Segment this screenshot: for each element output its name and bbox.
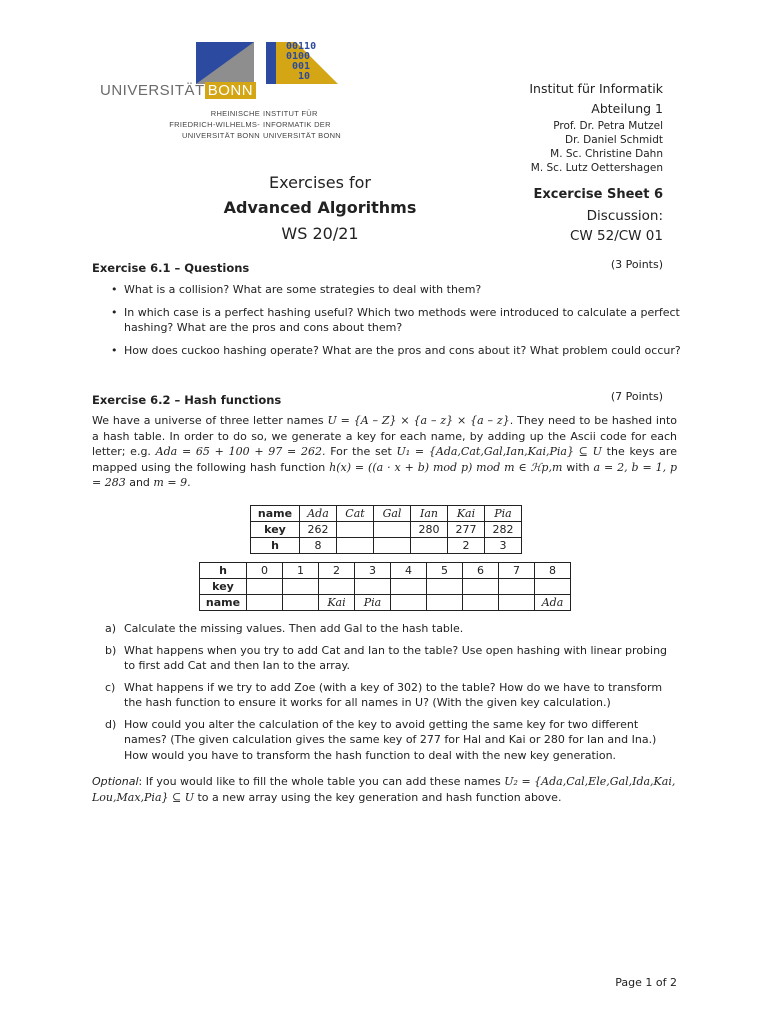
table-row	[251, 522, 522, 538]
table-cell	[499, 595, 535, 611]
table-cell: 7	[499, 563, 535, 579]
title-line3: WS 20/21	[281, 224, 359, 243]
table-row	[251, 538, 522, 554]
discussion-label: Discussion:	[586, 208, 663, 224]
table-header: name	[251, 506, 300, 522]
table-cell	[391, 579, 427, 595]
table-cell: 3	[355, 563, 391, 579]
table-cell	[247, 595, 283, 611]
table-cell	[283, 595, 319, 611]
table-cell: Ada	[535, 595, 571, 611]
table-cell: 2	[448, 538, 485, 554]
table-header: name	[200, 595, 247, 611]
list-item: • In which case is a perfect hashing useful? Which two methods were introduced to calculate a perfect hashing? What are the pros and cons about them?	[107, 305, 682, 336]
exercise-1-questions	[107, 282, 682, 365]
table-cell	[427, 595, 463, 611]
table-cell	[337, 538, 374, 554]
table-cell: 5	[427, 563, 463, 579]
table-row	[200, 579, 571, 595]
table-header: key	[200, 579, 247, 595]
exercise-1-title: Exercise 6.1 – Questions	[92, 261, 250, 275]
university-wordmark: UNIVERSITÄT BONN	[100, 82, 256, 99]
staff-member: Prof. Dr. Petra Mutzel	[553, 120, 663, 132]
table-header: key	[251, 522, 300, 538]
exercise-1-points: (3 Points)	[610, 258, 663, 271]
table-cell	[535, 579, 571, 595]
list-item: c) What happens if we try to add Zoe (with a key of 302) to the table? How do we have to transform the hash function to ensure it works for all names in U? (With the given key calculation.)	[105, 680, 663, 709]
staff-list	[430, 119, 663, 175]
table-row	[200, 563, 571, 579]
staff-member: M. Sc. Christine Dahn	[550, 148, 663, 160]
list-item: a) Calculate the missing values. Then add Gal to the hash table.	[105, 622, 464, 635]
exercise-1-header	[92, 257, 663, 276]
table-cell	[247, 579, 283, 595]
department-name: Abteilung 1	[591, 101, 663, 116]
list-item: d) How could you alter the calculation of the key to avoid getting the same key for two different names? (The given calculation gives the same key of 277 for Hal and Kai or 280 for Ian and Ina.) How would you have to transform the hash function to deal with the new key generation.	[105, 717, 657, 762]
institute-block	[430, 79, 663, 175]
discussion-value: CW 52/CW 01	[569, 228, 663, 244]
table-cell: 6	[463, 563, 499, 579]
exercise-2-title: Exercise 6.2 – Hash functions	[92, 393, 282, 407]
table-row	[251, 506, 522, 522]
table-cell: Pia	[355, 595, 391, 611]
table-cell	[463, 595, 499, 611]
table-cell	[374, 522, 411, 538]
table-cell: Ian	[411, 506, 448, 522]
table-cell: Gal	[374, 506, 411, 522]
table-cell	[391, 595, 427, 611]
table-cell: 277	[448, 522, 485, 538]
table-cell: 3	[485, 538, 522, 554]
table-cell: 1	[283, 563, 319, 579]
table-cell: 262	[300, 522, 337, 538]
table-cell	[337, 522, 374, 538]
table-cell: Cat	[337, 506, 374, 522]
hash-table	[199, 562, 571, 611]
table-header: h	[200, 563, 247, 579]
table-row	[200, 595, 571, 611]
table-cell: 4	[391, 563, 427, 579]
list-item: • How does cuckoo hashing operate? What are the pros and cons about it? What problem could occur?	[107, 343, 682, 359]
table-cell	[463, 579, 499, 595]
table-cell	[283, 579, 319, 595]
table-cell	[427, 579, 463, 595]
table-cell: 280	[411, 522, 448, 538]
staff-member: Dr. Daniel Schmidt	[565, 134, 663, 146]
staff-member: M. Sc. Lutz Oettershagen	[530, 162, 663, 174]
table-cell: 8	[300, 538, 337, 554]
exercise-2-points: (7 Points)	[610, 390, 663, 403]
table-header: h	[251, 538, 300, 554]
table-cell: Kai	[319, 595, 355, 611]
list-item: b) What happens when you try to add Cat and Ian to the table? Use open hashing with linear probing to first add Cat and then Ian to the array.	[105, 643, 668, 672]
institute-name: Institut für Informatik	[529, 81, 663, 96]
logo-binary: 00110 0100 001 10	[286, 41, 317, 82]
table-cell: Kai	[448, 506, 485, 522]
university-logo	[100, 42, 350, 142]
exercise-2-tasks	[92, 621, 677, 769]
exercise-2-header	[92, 389, 663, 408]
name-key-table	[250, 505, 522, 554]
table-cell	[411, 538, 448, 554]
optional-task: Optional: If you would like to fill the whole table you can add these names U₂ = {Ada,Cal,Ele,Gal,Ida,Kai, Lou,Max,Pia} ⊆ U to a new array using the key generation and hash function above.	[92, 775, 676, 804]
title-line2: Advanced Algorithms	[223, 198, 417, 217]
faculty-right: INSTITUT FÜR INFORMATIK DER UNIVERSITÄT BONN	[263, 109, 342, 140]
table-cell: 0	[247, 563, 283, 579]
table-cell	[374, 538, 411, 554]
table-cell: Ada	[300, 506, 337, 522]
table-cell: 8	[535, 563, 571, 579]
title-line1: Exercises for	[269, 173, 371, 192]
sheet-name: Excercise Sheet 6	[533, 187, 663, 202]
page-number: Page 1 of 2	[615, 976, 677, 989]
table-cell	[499, 579, 535, 595]
table-cell	[319, 579, 355, 595]
table-cell: 282	[485, 522, 522, 538]
list-item: • What is a collision? What are some strategies to deal with them?	[107, 282, 682, 298]
exercise-2-intro: We have a universe of three letter names U = {A – Z} × {a – z} × {a – z}. They need to be hashed into a hash table. In order to do so, we generate a key for each name, by adding up the Ascii code for each letter; e.g. Ada = 65 + 100 + 97 = 262. For the set U₁ = {Ada,Cat,Gal,Ian,Kai,Pia} ⊆ U the keys are mapped using the following hash function h(x) = ((a · x + b) mod p) mod m ∈ ℋp,m with a = 2, b = 1, p = 283 and m = 9.	[92, 414, 678, 489]
sheet-info	[470, 184, 663, 246]
course-title	[190, 171, 450, 247]
table-cell	[355, 579, 391, 595]
faculty-left: RHEINISCHE FRIEDRICH-WILHELMS- UNIVERSITÄT BONN	[169, 109, 260, 140]
table-cell: 2	[319, 563, 355, 579]
table-cell: Pia	[485, 506, 522, 522]
